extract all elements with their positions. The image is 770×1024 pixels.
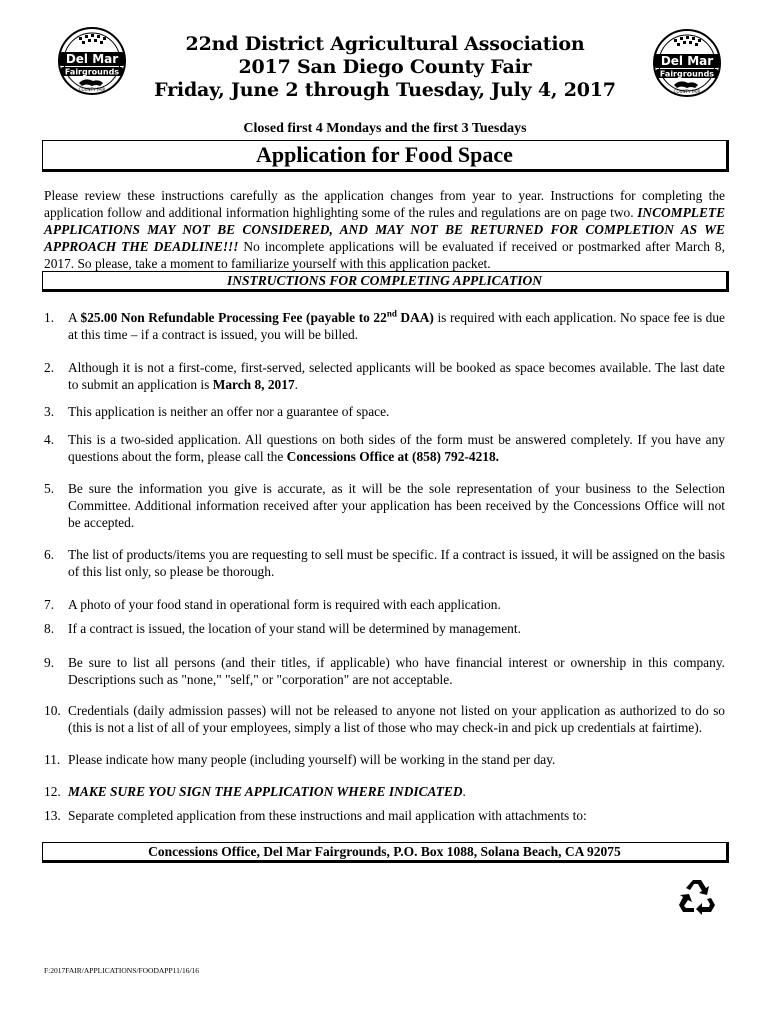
item-number: 1. bbox=[44, 310, 55, 325]
item-text: The list of products/items you are requesting to sell must be specific. If a contract is issued, it will be assigned on the basis of this list only, so please be thorough. bbox=[68, 547, 725, 579]
item-text-2: . bbox=[294, 377, 298, 392]
logo-word1: Del Mar bbox=[65, 52, 119, 66]
item-bold: Concessions Office at (858) 792-4218. bbox=[286, 449, 500, 464]
closed-note: Closed first 4 Mondays and the first 3 Tuesdays bbox=[243, 121, 527, 136]
item-number: 3. bbox=[44, 404, 55, 419]
item-number: 9. bbox=[44, 655, 55, 670]
item-text: Please indicate how many people (including yourself) will be working in the stand per day. bbox=[68, 752, 556, 767]
logo-ring-text: COUNTY FAIR bbox=[78, 87, 106, 92]
item-number: 4. bbox=[44, 432, 55, 447]
instruction-item-7 bbox=[44, 596, 725, 613]
item-text: Although it is not a first-come, first-served, selected applicants will be booked as space becomes available. The last date to submit an application is bbox=[68, 360, 725, 392]
instruction-item-11 bbox=[44, 751, 725, 768]
item-number: 13. bbox=[44, 808, 61, 823]
item-text: Credentials (daily admission passes) will not be released to anyone not listed on your application as authorized to do so (this is not a list of all of your employees, simply a list of those who may check-in and pick up credentials at fairtime). bbox=[68, 703, 725, 735]
item-number: 8. bbox=[44, 621, 55, 636]
instruction-item-5 bbox=[44, 480, 725, 531]
item-text-2: . bbox=[462, 784, 466, 799]
item-number: 12. bbox=[44, 784, 61, 799]
item-text: Be sure the information you give is accurate, as it will be the sole representation of your business to the Selection Committee. Additional information received after your application has been received by the Concessions Office will not be accepted. bbox=[68, 481, 725, 530]
item-number: 6. bbox=[44, 547, 55, 562]
item-text-2: is required with each application. No space fee is due at this time – if a contract is issued, you will be billed. bbox=[68, 310, 725, 342]
item-number: 7. bbox=[44, 597, 55, 612]
intro-paragraph bbox=[44, 187, 725, 272]
mailing-address: Concessions Office, Del Mar Fairgrounds, P.O. Box 1088, Solana Beach, CA 92075 bbox=[42, 842, 729, 863]
item-bold-2: DAA) bbox=[396, 310, 434, 325]
intro-emphasis: INCOMPLETE APPLICATIONS MAY NOT BE CONSIDERED, AND MAY NOT BE RETURNED FOR COMPLETION AS WE APPROACH THE DEADLINE!!! bbox=[44, 205, 725, 254]
logo-ring-text-right: COUNTY FAIR bbox=[673, 89, 701, 94]
instruction-item-13 bbox=[44, 807, 725, 824]
item-number: 2. bbox=[44, 360, 55, 375]
del-mar-fairgrounds-logo-left bbox=[57, 25, 127, 97]
item-text: A bbox=[68, 310, 81, 325]
logo-word2-right: Fairgrounds bbox=[659, 69, 715, 79]
instruction-item-2 bbox=[44, 359, 725, 393]
item-text: Separate completed application from these instructions and mail application with attachments to: bbox=[68, 808, 587, 823]
item-emphasis: MAKE SURE YOU SIGN THE APPLICATION WHERE INDICATED bbox=[68, 784, 463, 799]
instruction-item-3 bbox=[44, 403, 725, 420]
item-bold: March 8, 2017 bbox=[212, 377, 295, 392]
item-number: 11. bbox=[44, 752, 61, 767]
intro-text-2: No incomplete applications will be evaluated if received or postmarked after March 8, 2017. So please, take a moment to familiarize yourself with this application packet. bbox=[44, 239, 725, 271]
instruction-item-1 bbox=[44, 309, 725, 343]
form-title: Application for Food Space bbox=[42, 140, 729, 172]
del-mar-fairgrounds-logo-right bbox=[652, 27, 722, 99]
item-bold: $25.00 Non Refundable Processing Fee (payable to 22 bbox=[80, 310, 387, 325]
item-superscript: nd bbox=[386, 308, 397, 319]
instructions-heading: INSTRUCTIONS FOR COMPLETING APPLICATION bbox=[42, 271, 729, 292]
instruction-item-9 bbox=[44, 654, 725, 688]
item-text: A photo of your food stand in operational form is required with each application. bbox=[68, 597, 501, 612]
item-text: This is a two-sided application. All questions on both sides of the form must be answered completely. If you have any questions about the form, please call the bbox=[68, 432, 725, 464]
instruction-item-10 bbox=[44, 702, 725, 736]
instruction-item-4 bbox=[44, 431, 725, 465]
item-number: 10. bbox=[44, 703, 61, 718]
recycle-icon bbox=[677, 876, 717, 916]
item-text: This application is neither an offer nor a guarantee of space. bbox=[68, 404, 390, 419]
logo-word2: Fairgrounds bbox=[64, 67, 120, 77]
header-line-3: Friday, June 2 through Tuesday, July 4, 2017 bbox=[154, 79, 616, 101]
document-header bbox=[120, 33, 650, 102]
item-text: If a contract is issued, the location of your stand will be determined by management. bbox=[68, 621, 521, 636]
header-line-2: 2017 San Diego County Fair bbox=[238, 56, 532, 78]
item-number: 5. bbox=[44, 481, 55, 496]
intro-text-1: Please review these instructions carefully as the application changes from year to year. Instructions for completing the application follow and additional information highlighting some of the rules and regulations are on page two. bbox=[44, 188, 725, 220]
instruction-item-12 bbox=[44, 783, 725, 800]
instruction-item-8 bbox=[44, 620, 725, 637]
document-footer: F:2017FAIR/APPLICATIONS/FOODAPP11/16/16 bbox=[44, 966, 200, 975]
header-line-1: 22nd District Agricultural Association bbox=[185, 33, 585, 55]
item-text: Be sure to list all persons (and their titles, if applicable) who have financial interest or ownership in this company. Descriptions such as "none," "self," or "corporation" are not acceptable. bbox=[68, 655, 725, 687]
instruction-item-6 bbox=[44, 546, 725, 580]
logo-word1-right: Del Mar bbox=[660, 54, 714, 68]
